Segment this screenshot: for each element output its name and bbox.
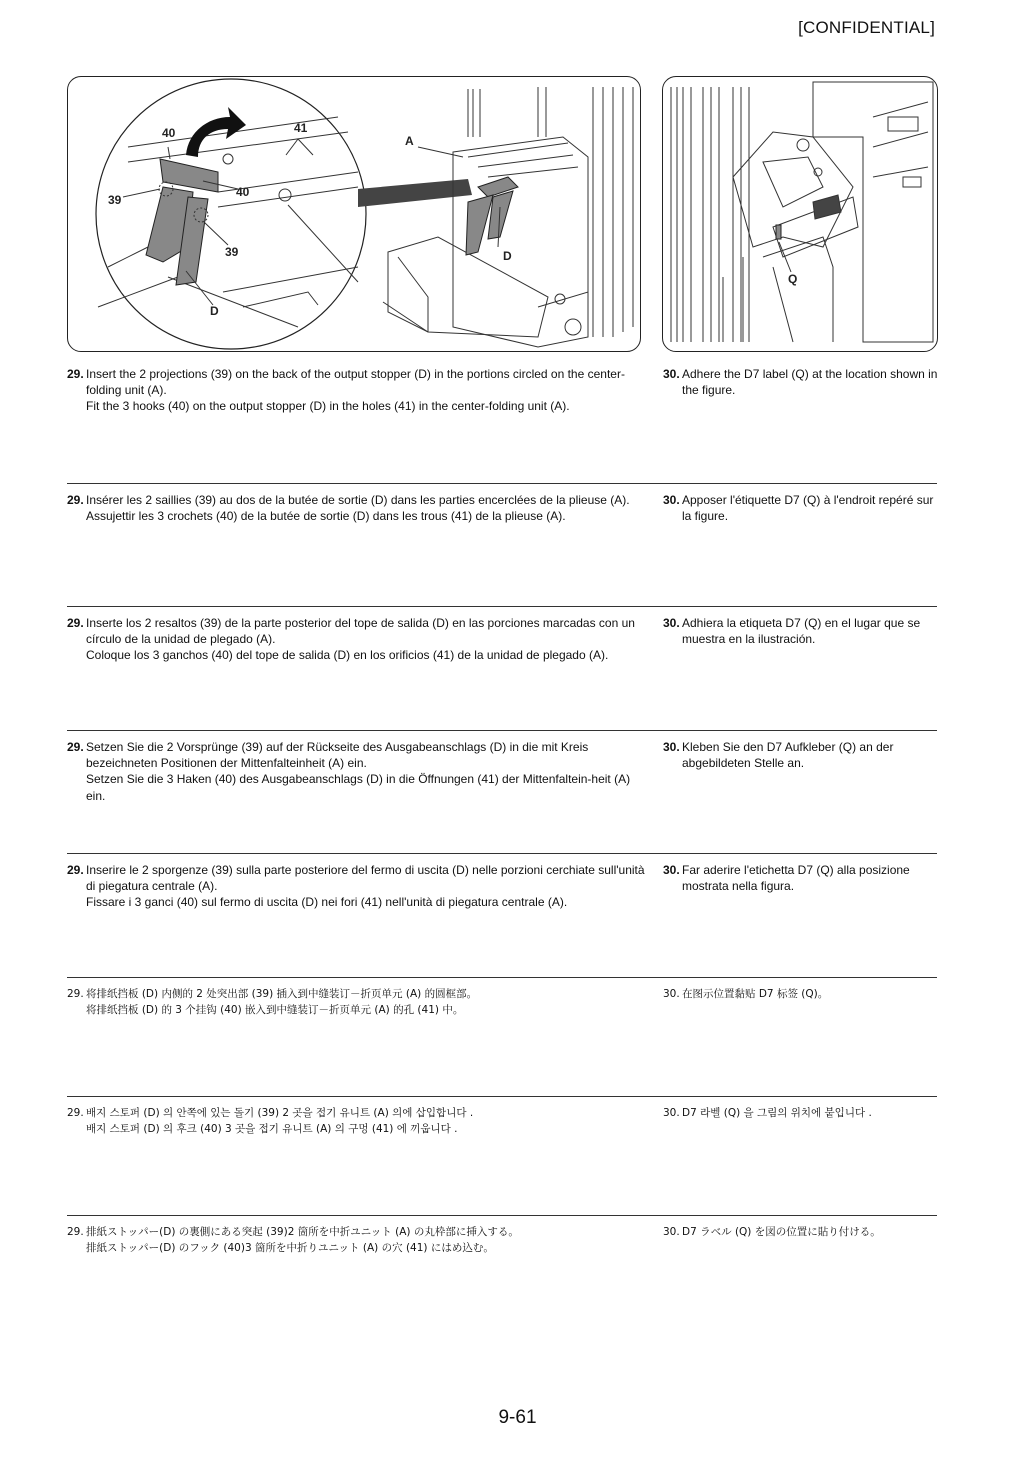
step-text-line: 排紙ストッパー(D) のフック (40)3 箇所を中折りユニット (A) の穴 (41) にはめ込む。 [86, 1242, 494, 1254]
step-text-line: Apposer l'étiquette D7 (Q) à l'endroit repéré sur la figure. [682, 493, 934, 524]
step-text-line: Inserire le 2 sporgenze (39) sulla parte posteriore del fermo di uscita (D) nelle porzioni cerchiate sull'unità di piegatura centrale (A). [86, 863, 645, 894]
step-30-en [663, 366, 939, 398]
step-29-de [67, 739, 647, 804]
step-29-fr [67, 492, 647, 524]
step-29-zh [67, 986, 647, 1018]
step-text-line: Insérer les 2 saillies (39) au dos de la butée de sortie (D) dans les parties encerclées de la plieuse (A). [86, 493, 630, 507]
section-es [67, 606, 937, 663]
figure-step-30 [662, 76, 938, 352]
callout-d-magnified: D [210, 304, 219, 318]
section-de [67, 730, 937, 803]
step-30-it [663, 862, 939, 894]
step-text-line: Setzen Sie die 2 Vorsprünge (39) auf der Rückseite des Ausgabeanschlags (D) in die mit Kreis bezeichneten Positionen der Mittenfalteinheit (A) ein. [86, 740, 589, 771]
step-30-ja [663, 1224, 939, 1240]
step-number: 29. [67, 367, 84, 381]
step-text-line: Fit the 3 hooks (40) on the output stopper (D) in the holes (41) in the center-folding unit (A). [86, 399, 570, 414]
step-text-line: Adhiera la etiqueta D7 (Q) en el lugar que se muestra en la ilustración. [682, 616, 921, 647]
callout-a: A [405, 134, 414, 148]
step-number: 29. [67, 493, 84, 507]
step-text-line: Kleben Sie den D7 Aufkleber (Q) an der abgebildeten Stelle an. [682, 740, 894, 771]
step-number: 30. [663, 863, 680, 877]
step-number: 30. [663, 1226, 680, 1238]
callout-40-mid: 40 [236, 185, 250, 199]
confidential-marker: [CONFIDENTIAL] [798, 18, 935, 37]
section-zh [67, 977, 937, 1016]
step-text-line: D7 ラベル (Q) を図の位置に貼り付ける。 [682, 1226, 881, 1238]
step-text-line: 将排纸挡板 (D) 的 3 个挂钩 (40) 嵌入到中缝装订－折页单元 (A) 的孔 (41) 中。 [86, 1004, 464, 1016]
section-ko [67, 1096, 937, 1135]
figure-step-29-drawing [68, 77, 640, 351]
step-30-ko [663, 1105, 939, 1121]
step-text-line: 배지 스토퍼 (D) 의 후크 (40) 3 곳을 접기 유니트 (A) 의 구멍 (41) 에 끼웁니다 . [86, 1123, 458, 1135]
step-number: 30. [663, 988, 680, 1000]
step-number: 30. [663, 367, 680, 381]
step-text-line: D7 라벨 (Q) 을 그림의 위치에 붙입니다 . [682, 1107, 872, 1119]
step-text-line: Setzen Sie die 3 Haken (40) des Ausgabeanschlags (D) in die Öffnungen (41) der Mittenfaltein-heit (A) ein. [86, 772, 631, 803]
figure-step-30-drawing [663, 77, 937, 351]
callout-q: Q [788, 272, 798, 286]
step-text-line: Inserte los 2 resaltos (39) de la parte posterior del tope de salida (D) en las porciones marcadas con un círculo de la unidad de plegado (A). [86, 616, 635, 647]
step-30-es [663, 615, 939, 647]
step-30-zh [663, 986, 939, 1002]
step-text-line: 排紙ストッパー(D) の裏側にある突起 (39)2 箇所を中折ユニット (A) の丸枠部に挿入する。 [86, 1226, 519, 1238]
figure-step-29 [67, 76, 641, 352]
step-text-line: Adhere the D7 label (Q) at the location shown in the figure. [682, 367, 938, 398]
step-text-line: Fissare i 3 ganci (40) sul fermo di uscita (D) nei fori (41) nell'unità di piegatura centrale (A). [86, 895, 568, 910]
section-it [67, 853, 937, 910]
step-30-fr [663, 492, 939, 524]
callout-d-main: D [503, 249, 512, 263]
step-number: 30. [663, 1107, 680, 1119]
callout-39-left: 39 [108, 193, 122, 207]
step-number: 29. [67, 1107, 84, 1119]
callout-39-bottom: 39 [225, 245, 239, 259]
step-number: 30. [663, 740, 680, 754]
step-text-line: Assujettir les 3 crochets (40) de la butée de sortie (D) dans les trous (41) de la plieuse (A). [86, 509, 566, 524]
step-number: 29. [67, 863, 84, 877]
step-text-line: 배지 스토퍼 (D) 의 안쪽에 있는 돌기 (39) 2 곳을 접기 유니트 (A) 의에 삽입합니다 . [86, 1107, 474, 1119]
section-ja [67, 1215, 937, 1254]
step-number: 29. [67, 1226, 84, 1238]
page-number: 9-61 [498, 1407, 537, 1428]
step-number: 30. [663, 616, 680, 630]
step-29-en [67, 366, 647, 415]
step-text-line: 在图示位置黏贴 D7 标签 (Q)。 [682, 988, 829, 1000]
step-text-line: Insert the 2 projections (39) on the back of the output stopper (D) in the portions circled on the center-folding unit (A). [86, 367, 625, 398]
callout-40-top: 40 [162, 126, 176, 140]
step-number: 30. [663, 493, 680, 507]
step-29-ja [67, 1224, 647, 1256]
callout-41: 41 [294, 121, 308, 135]
step-text-line: Far aderire l'etichetta D7 (Q) alla posizione mostrata nella figura. [682, 863, 910, 894]
step-29-it [67, 862, 647, 911]
step-29-ko [67, 1105, 647, 1137]
step-number: 29. [67, 988, 84, 1000]
section-fr [67, 483, 937, 524]
step-text-line: 将排纸挡板 (D) 内侧的 2 处突出部 (39) 插入到中缝装订－折页单元 (A) 的圆框部。 [86, 988, 478, 1000]
step-number: 29. [67, 616, 84, 630]
step-text-line: Coloque los 3 ganchos (40) del tope de salida (D) en los orificios (41) de la unidad de plegado (A). [86, 648, 609, 663]
step-number: 29. [67, 740, 84, 754]
step-30-de [663, 739, 939, 771]
step-29-es [67, 615, 647, 664]
